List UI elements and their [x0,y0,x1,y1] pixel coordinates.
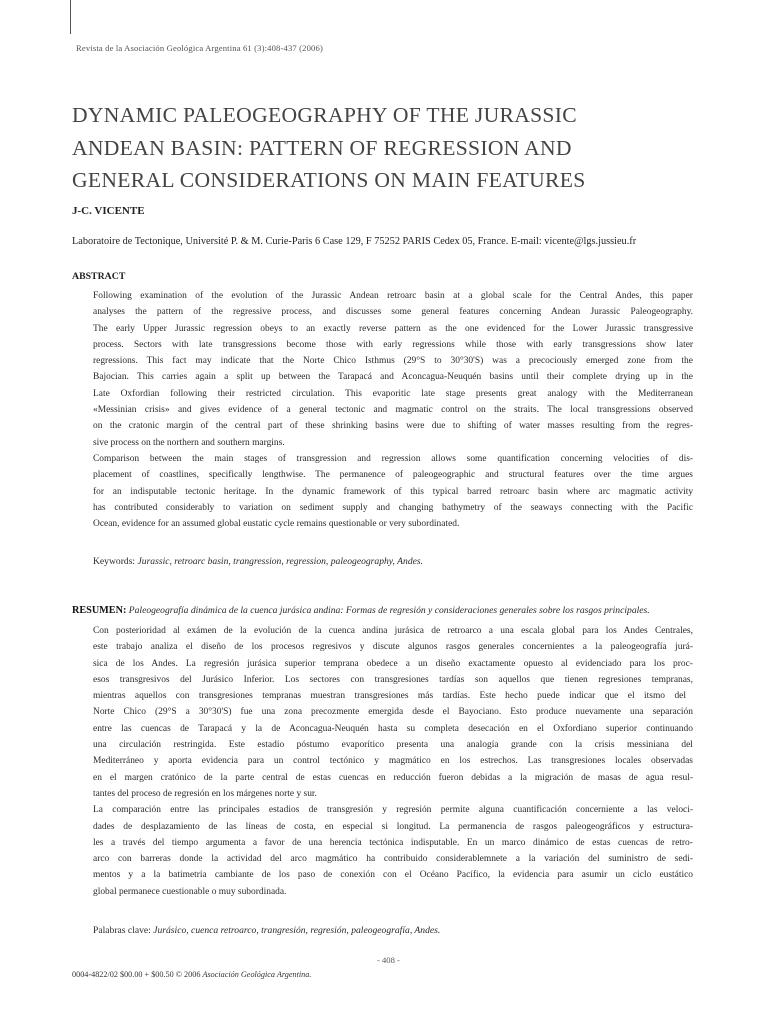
author-name: J-C. VICENTE [72,205,145,217]
resumen-line: La comparación entre las principales estadios de transgresión y regresión permite alguna cuantificación concerniente a las veloci- [93,805,694,816]
abstract-line: for an indisputable tectonic heritage. In the dynamic framework of this typical barred retroarc basin where arc magmatic activity [93,486,694,497]
keywords-terms: Jurassic, retroarc basin, trangression, regression, paleogeography, Andes. [137,556,424,567]
resumen-line: este trabajo analiza el diseño de los procesos regresivos y discute algunos rasgos generales concernientes a la paleogeografía jurá- [93,642,693,653]
abstract-line: sive process on the northern and southern margins. [93,437,285,448]
footer-code: 0004-4822/02 $00.00 + $00.50 © 2006 [72,970,201,979]
header-vertical-rule [70,0,71,34]
footer-copyright [72,970,311,979]
keywords-label: Keywords: [93,556,136,567]
author-affiliation: Laboratoire de Tectonique, Université P. & M. Curie-Paris 6 Case 129, F 75252 PARIS Cedex 05, France. E-mail: vicente@lgs.jussieu.fr [72,236,637,247]
resumen-line: Norte Chico (29°S a 30°30'S) fue una zona precozmente emergida desde el Bayociano. Esto produce nuevamente una separación [93,707,693,718]
title-line: GENERAL CONSIDERATIONS ON MAIN FEATURES [72,168,586,192]
journal-citation: Revista de la Asociación Geológica Argentina 61 (3):408-437 (2006) [76,43,323,53]
title-line: DYNAMIC PALEOGEOGRAPHY OF THE JURASSIC [72,103,577,127]
resumen-line: global permanece cuestionable o muy subordinada. [93,886,287,897]
resumen-line: una circulación restringida. Este estadio póstumo evaporítico presenta una analogía grande con la crisis messiniana del [93,740,693,751]
abstract-line: Comparison between the main stages of transgression and regression allows some quantification concerning velocities of dis- [93,453,694,464]
abstract-line: has contributed considerably to variation on sediment supply and changing bathymetry of the seaways connecting with the Pacific [93,502,694,513]
abstract-line: on the cratonic margin of the central part of these shrinking basins were due to shifting of water masses resulting from the regres- [93,421,693,432]
resumen-line: en el margen cratónico de la parte central de estas cuencas en reducción fueron debidas a la migración de masas de agua resul- [93,772,694,783]
abstract-line: placement of coastlines, specifically lengthwise. The permanence of paleogeographic and structural features over the time argues [93,470,693,481]
resumen-line: Con posterioridad al exámen de la evolución de la cuenca andina jurásica de retroarco a una escala global para los Andes Centrales, [93,626,693,636]
resumen-line: esos transgresivos del Jurásico Inferior. Los sectores con transgresiones tardías son aquellos que tienen regresiones tempranas, [93,674,693,685]
abstract-line: Late Oxfordian following their restricted circulation. This evaporitic late stage presents great analogy with the Mediterranean [93,388,694,399]
abstract-line: Ocean, evidence for an assumed global eustatic cycle remains questionable or very subordinated. [93,519,460,530]
abstract-line: «Messinian crisis» and gives evidence of a general tectonic and magmatic control on the straits. The local transgressions observed [93,405,693,416]
title-line: ANDEAN BASIN: PATTERN OF REGRESSION AND [72,135,572,160]
abstract-line: Bajocian. This carries again a split up between the Tarapacá and Aconcagua-Neuquén basins until their complete drying up in the [93,372,693,383]
page-number: - 408 - [377,955,400,965]
resumen-line: arco con barreras donde la actividad del arco magmático ha contribuido considerablemnete a la variación del suministro de sedi- [93,854,693,865]
palabras-clave [93,925,440,936]
abstract-heading: ABSTRACT [72,271,126,282]
resumen-body [93,623,693,900]
abstract-line: Following examination of the evolution of the Jurassic Andean retroarc basin at a global scale for the Central Andes, this paper [93,291,693,301]
resumen-line: dades de desplazamiento de las líneas de costa, en especial si longitud. La permanencia de rasgos paleogeográficos y estructura- [93,821,694,832]
resumen-label: RESUMEN: [72,605,127,616]
palabras-clave-terms: Jurásico, cuenca retroarco, trangresión, regresión, paleogeografía, Andes. [153,925,441,936]
resumen-line: mentos y a la batimetría cambiante de los paso de conexión con el Océano Pacífico, la evidencia para asumir un ciclo eustático [93,870,693,881]
footer-publisher: Asociación Geológica Argentina. [202,970,312,979]
palabras-clave-label: Palabras clave: [93,925,151,936]
resumen-line: tantes del proceso de regresión en los márgenes norte y sur. [93,788,317,799]
abstract-body [93,288,693,532]
resumen-line: mientras aquellos con transgresiones tempranas muestran transgresiones más tardías. Este hecho puede indicar que el itsmo del [93,691,686,702]
resumen-line: entre las cuencas de Tarapacá y la de Aconcagua-Neuquén hasta su completa desecación en el Oxfordiano superior continuando [93,723,693,734]
resumen-line: Mediterráneo y aporta evidencia para un control tectónico y magmático en los estrechos. Las transgresiones locales observadas [93,756,693,767]
resumen-subtitle: Paleogeografía dinámica de la cuenca jurásica andina: Formas de regresión y consideraciones generales sobre los rasgos principales. [128,605,650,616]
resumen-line: sica de los Andes. La regresión jurásica superior temprana obedece a un diseño exactamente opuesto al evidenciado para los proc- [93,658,693,669]
abstract-line: regressions. This fact may indicate that the Norte Chico Isthmus (29°S to 30°30'S) was a precociously emerged zone from the [93,356,693,367]
abstract-line: process. Sectors with late transgressions become those with early regressions while those with early transgressions show later [93,339,694,350]
abstract-line: The early Upper Jurassic regression obeys to an exactly reverse pattern as the one evidenced for the Lower Jurassic transgressive [93,323,694,334]
resumen-line: les a través del tiempo argumenta a favor de una herencia tectónica indisputable. En un marco dinámico de estas cuencas de retro- [93,837,693,848]
article-title [72,99,752,197]
keywords [93,556,423,567]
abstract-line: analyses the pattern of the regressive process, and discusses some general features concerning Andean Jurassic Paleogeography. [93,307,694,318]
resumen-heading [72,605,650,616]
